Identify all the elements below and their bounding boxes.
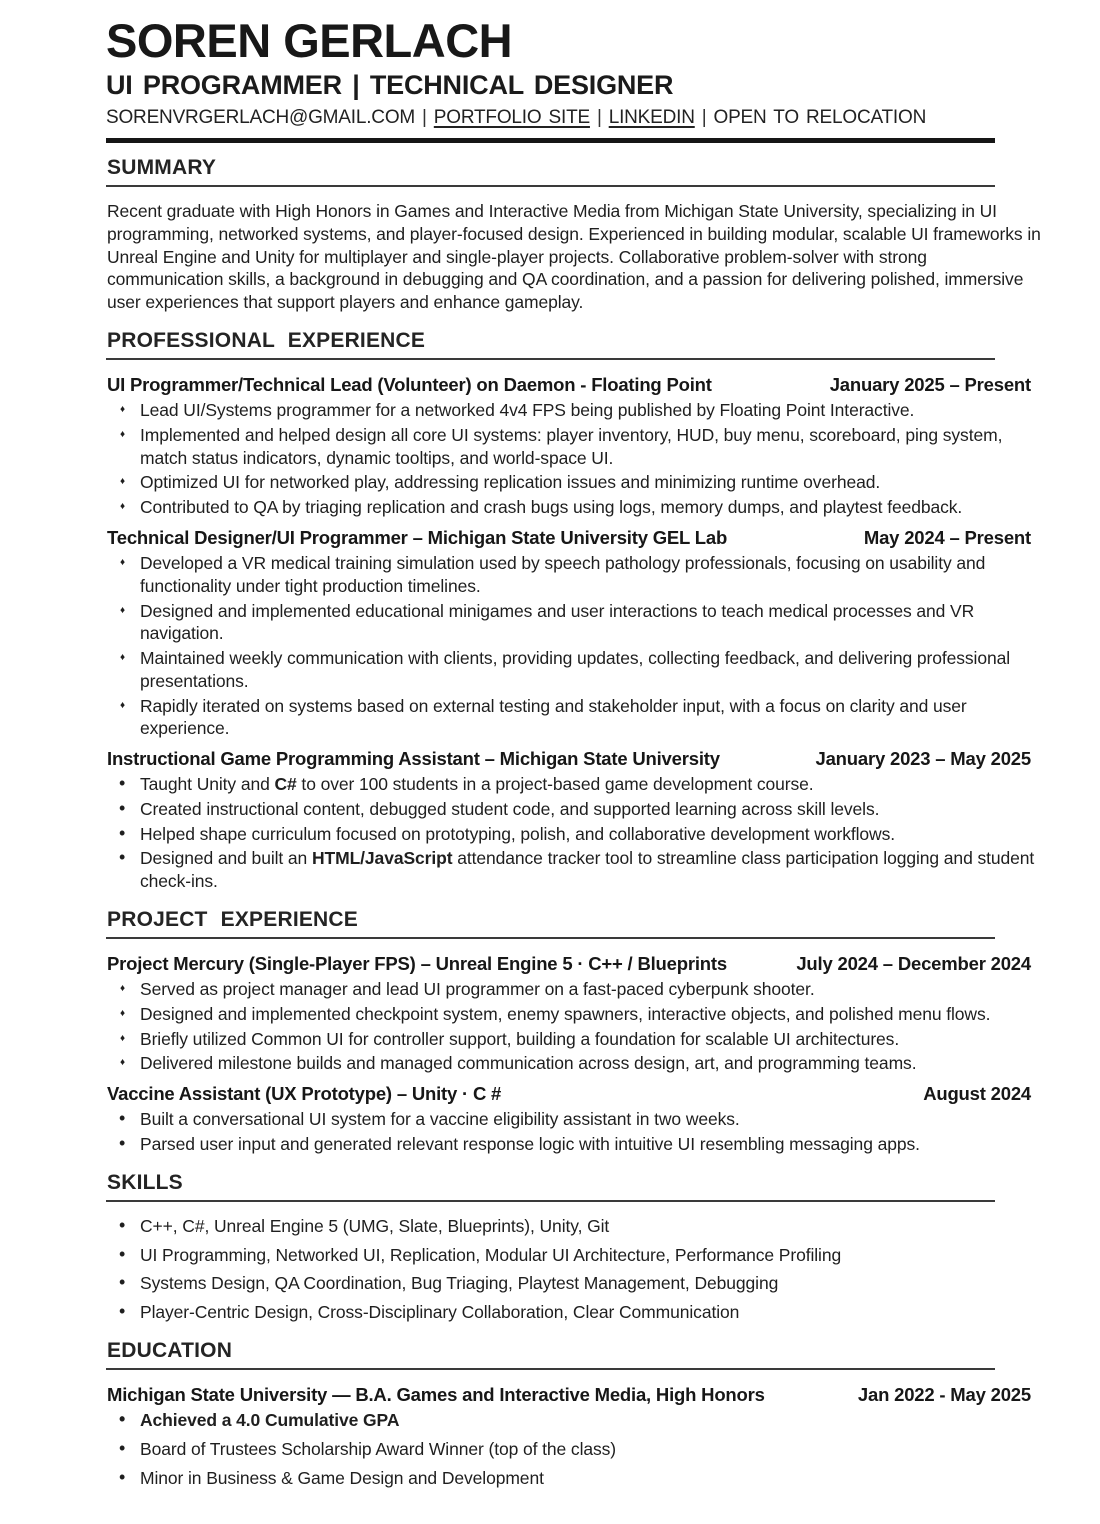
bullet-item: [106, 847, 1045, 893]
entry-head: [107, 373, 1045, 396]
bullet-list: [106, 1108, 1045, 1156]
entry-head: [107, 526, 1045, 549]
summary-heading: SUMMARY: [107, 156, 217, 180]
entry-head: [107, 747, 1045, 770]
bullet-item: ♦ Implemented and helped design all core UI systems: player inventory, HUD, buy menu, scoreboard, ping system, match status indicators, dynamic tooltips, and world-space UI.: [106, 424, 1045, 470]
section-rule: [106, 358, 995, 360]
experience-entry: [106, 526, 1045, 740]
section-rule: [106, 185, 995, 187]
entry-date: August 2024: [923, 1083, 1031, 1105]
bullet-text: Taught Unity and: [140, 774, 275, 795]
bullet-item: ♦ Served as project manager and lead UI programmer on a fast-paced cyberpunk shooter.: [106, 978, 1045, 1001]
skill-item: • C++, C#, Unreal Engine 5 (UMG, Slate, Blueprints), Unity, Git: [106, 1215, 1045, 1238]
experience-entry: [106, 747, 1045, 893]
entry-date: May 2024 – Present: [863, 526, 1031, 548]
experience-heading: PROFESSIONAL EXPERIENCE: [107, 328, 426, 352]
skills-heading: SKILLS: [107, 1170, 183, 1194]
entry-title: Michigan State University — B.A. Games and Interactive Media, High Honors: [107, 1384, 765, 1406]
role-title: UI PROGRAMMER | TECHNICAL DESIGNER: [106, 70, 674, 101]
entry-title: Instructional Game Programming Assistant – Michigan State University: [107, 748, 720, 770]
header-divider: [106, 138, 995, 143]
summary-text: Recent graduate with High Honors in Games and Interactive Media from Michigan State University, specializing in UI programming, networked systems, and player-focused design. Experienced in building modular, scalable UI frameworks in Unreal Engine and Unity for multiplayer and single-player projects. Collaborative problem-solver with strong communication skills, a background in debugging and QA coordination, and a passion for delivering polished, immersive user experiences that support players and enhance gameplay.: [107, 201, 1041, 313]
bullet-item: ♦ Designed and implemented educational minigames and user interactions to teach medical processes and VR navigation.: [106, 600, 1045, 646]
bullet-list: [106, 1215, 1045, 1324]
section-rule: [106, 937, 995, 939]
entry-title: UI Programmer/Technical Lead (Volunteer) on Daemon - Floating Point: [107, 374, 712, 396]
entry-date: July 2024 – December 2024: [796, 953, 1031, 975]
linkedin-link[interactable]: LINKEDIN: [608, 107, 695, 129]
bullet-text-bold: C#: [274, 774, 297, 795]
bullet-item: • Built a conversational UI system for a vaccine eligibility assistant in two weeks.: [106, 1108, 1045, 1131]
bullet-item: • Created instructional content, debugged student code, and supported learning across skill levels.: [106, 798, 1045, 821]
bullet-item: ♦ Developed a VR medical training simulation used by speech pathology professionals, focusing on usability and functionality under tight production timelines.: [106, 552, 1045, 598]
entry-date: January 2023 – May 2025: [815, 748, 1031, 770]
entry-head: [107, 1383, 1045, 1406]
bullet-item: • Parsed user input and generated relevant response logic with intuitive UI resembling messaging apps.: [106, 1133, 1045, 1156]
skill-item: • UI Programming, Networked UI, Replication, Modular UI Architecture, Performance Profiling: [106, 1244, 1045, 1267]
section-rule: [106, 1368, 995, 1370]
bullet-list: [106, 552, 1045, 740]
section-education: [106, 1339, 1045, 1490]
education-heading: EDUCATION: [107, 1338, 233, 1362]
section-experience: [106, 329, 1045, 893]
bullet-item: • Board of Trustees Scholarship Award Winner (top of the class): [106, 1438, 1045, 1461]
bullet-text: Designed and built an: [140, 848, 312, 869]
bullet-item: ♦ Delivered milestone builds and managed communication across design, art, and programming teams.: [106, 1052, 1045, 1075]
project-entry: [106, 952, 1045, 1075]
bullet-item: • Minor in Business & Game Design and Development: [106, 1467, 1045, 1490]
skill-item: • Player-Centric Design, Cross-Disciplinary Collaboration, Clear Communication: [106, 1301, 1045, 1324]
entry-head: [107, 1082, 1045, 1105]
section-projects: [106, 908, 1045, 1156]
projects-heading: PROJECT EXPERIENCE: [107, 907, 358, 931]
bullet-item: ♦ Maintained weekly communication with clients, providing updates, collecting feedback, and delivering professional presentations.: [106, 647, 1045, 693]
bullet-item: ♦ Contributed to QA by triaging replication and crash bugs using logs, memory dumps, and playtest feedback.: [106, 496, 1045, 519]
entry-title: Project Mercury (Single-Player FPS) – Unreal Engine 5 · C++ / Blueprints: [107, 953, 727, 975]
bullet-item: ♦ Briefly utilized Common UI for controller support, building a foundation for scalable UI architectures.: [106, 1028, 1045, 1051]
skill-item: • Systems Design, QA Coordination, Bug Triaging, Playtest Management, Debugging: [106, 1272, 1045, 1295]
section-summary: [106, 156, 1045, 314]
bullet-text-bold: HTML/JavaScript: [311, 848, 453, 869]
bullet-item: • Helped shape curriculum focused on prototyping, polish, and collaborative development workflows.: [106, 823, 1045, 846]
bullet-list: [106, 978, 1045, 1075]
bullet-text: attendance tracker tool to streamline class participation logging and student check-ins.: [140, 848, 1035, 892]
portfolio-link[interactable]: PORTFOLIO SITE: [433, 107, 590, 129]
resume-content: [106, 16, 1045, 1489]
entry-title: Technical Designer/UI Programmer – Michigan State University GEL Lab: [107, 526, 728, 548]
bullet-item: ♦ Designed and implemented checkpoint system, enemy spawners, interactive objects, and polished menu flows.: [106, 1003, 1045, 1026]
project-entry: [106, 1082, 1045, 1156]
contact-separator: |: [596, 107, 602, 129]
section-rule: [106, 1200, 995, 1202]
bullet-item: [106, 773, 1045, 796]
entry-date: January 2025 – Present: [829, 374, 1031, 396]
education-entry: [106, 1383, 1045, 1489]
bullet-item: ♦ Optimized UI for networked play, addressing replication issues and minimizing runtime overhead.: [106, 471, 1045, 494]
section-skills: [106, 1171, 1045, 1324]
person-name: SOREN GERLACH: [106, 14, 513, 67]
bullet-item: ♦ Rapidly iterated on systems based on external testing and stakeholder input, with a focus on clarity and user experience.: [106, 695, 1045, 741]
bullet-list: [106, 773, 1045, 893]
contact-separator: |: [701, 107, 707, 129]
entry-date: Jan 2022 - May 2025: [857, 1384, 1031, 1406]
entry-head: [107, 952, 1045, 975]
entry-title: Vaccine Assistant (UX Prototype) – Unity · C #: [107, 1083, 502, 1105]
bullet-item: ♦ Lead UI/Systems programmer for a networked 4v4 FPS being published by Floating Point Interactive.: [106, 399, 1045, 422]
resume-header: [106, 16, 1045, 143]
bullet-list: [106, 1409, 1045, 1489]
contact-line: [106, 107, 1045, 129]
experience-entry: [106, 373, 1045, 519]
bullet-item: • Achieved a 4.0 Cumulative GPA: [106, 1409, 1045, 1432]
email-text: SORENVRGERLACH@GMAIL.COM: [106, 107, 416, 129]
bullet-text: to over 100 students in a project-based game development course.: [296, 774, 814, 795]
contact-separator: |: [422, 107, 427, 129]
bullet-list: [106, 399, 1045, 519]
relocation-text: OPEN TO RELOCATION: [713, 107, 927, 129]
